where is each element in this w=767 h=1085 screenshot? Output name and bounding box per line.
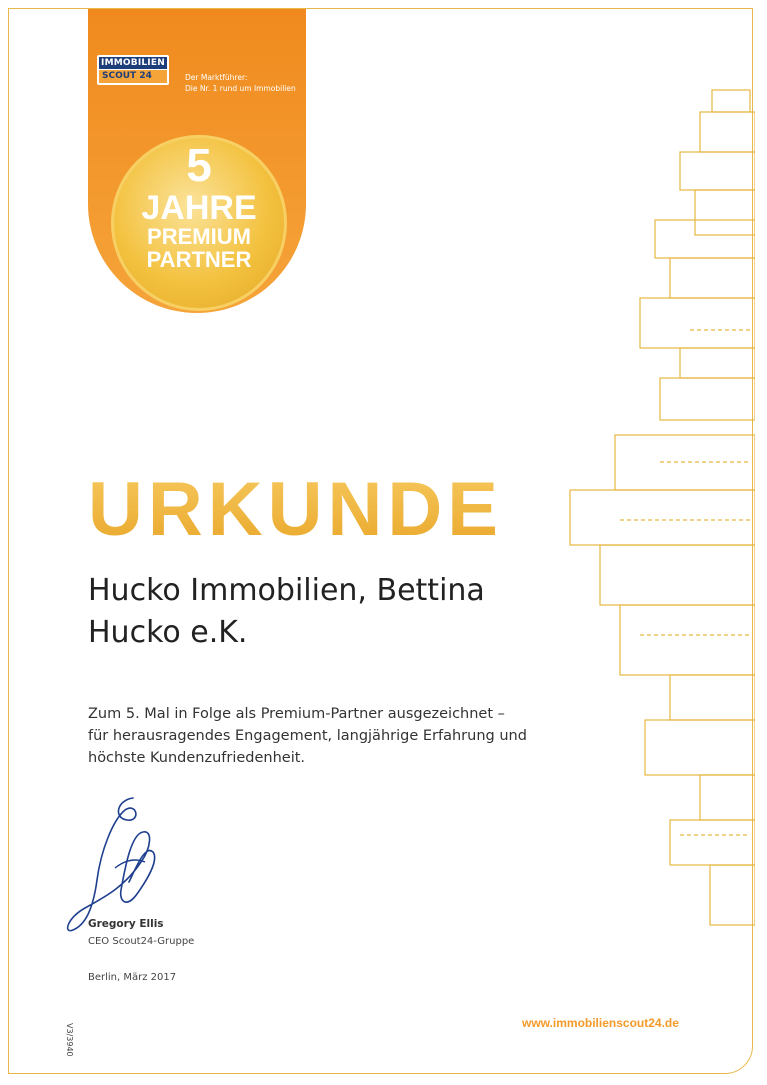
place-and-date: Berlin, März 2017 bbox=[88, 972, 177, 983]
logo-line-1: IMMOBILIEN bbox=[99, 57, 167, 69]
recipient-line-2: Hucko e.K. bbox=[88, 615, 248, 650]
tagline-line-2: Die Nr. 1 rund um Immobilien bbox=[185, 84, 296, 93]
immobilienscout24-logo bbox=[97, 55, 169, 85]
badge-word-premium: PREMIUM bbox=[147, 224, 251, 249]
badge-word-jahre: JAHRE bbox=[141, 189, 257, 227]
signer-name: Gregory Ellis bbox=[88, 918, 164, 930]
recipient-line-1: Hucko Immobilien, Bettina bbox=[88, 573, 485, 608]
signer-role: CEO Scout24-Gruppe bbox=[88, 936, 195, 947]
premium-partner-badge bbox=[111, 135, 287, 311]
logo-line-2: SCOUT 24 bbox=[99, 70, 167, 83]
skyline-illustration bbox=[560, 80, 755, 970]
website-url: www.immobilienscout24.de bbox=[522, 1016, 679, 1030]
document-code: V3/3940 bbox=[65, 1023, 74, 1057]
badge-word-partner: PARTNER bbox=[146, 247, 252, 272]
tagline bbox=[185, 72, 310, 94]
certificate-title: URKUNDE bbox=[88, 467, 503, 552]
description-line-2: für herausragendes Engagement, langjährige Erfahrung und bbox=[88, 728, 527, 744]
description-line-1: Zum 5. Mal in Folge als Premium-Partner ausgezeichnet – bbox=[88, 706, 505, 722]
description-line-3: höchste Kundenzufriedenheit. bbox=[88, 750, 306, 766]
award-description bbox=[88, 703, 528, 769]
badge-number: 5 bbox=[186, 139, 212, 191]
tagline-line-1: Der Marktführer: bbox=[185, 73, 248, 82]
recipient-name bbox=[88, 570, 548, 654]
